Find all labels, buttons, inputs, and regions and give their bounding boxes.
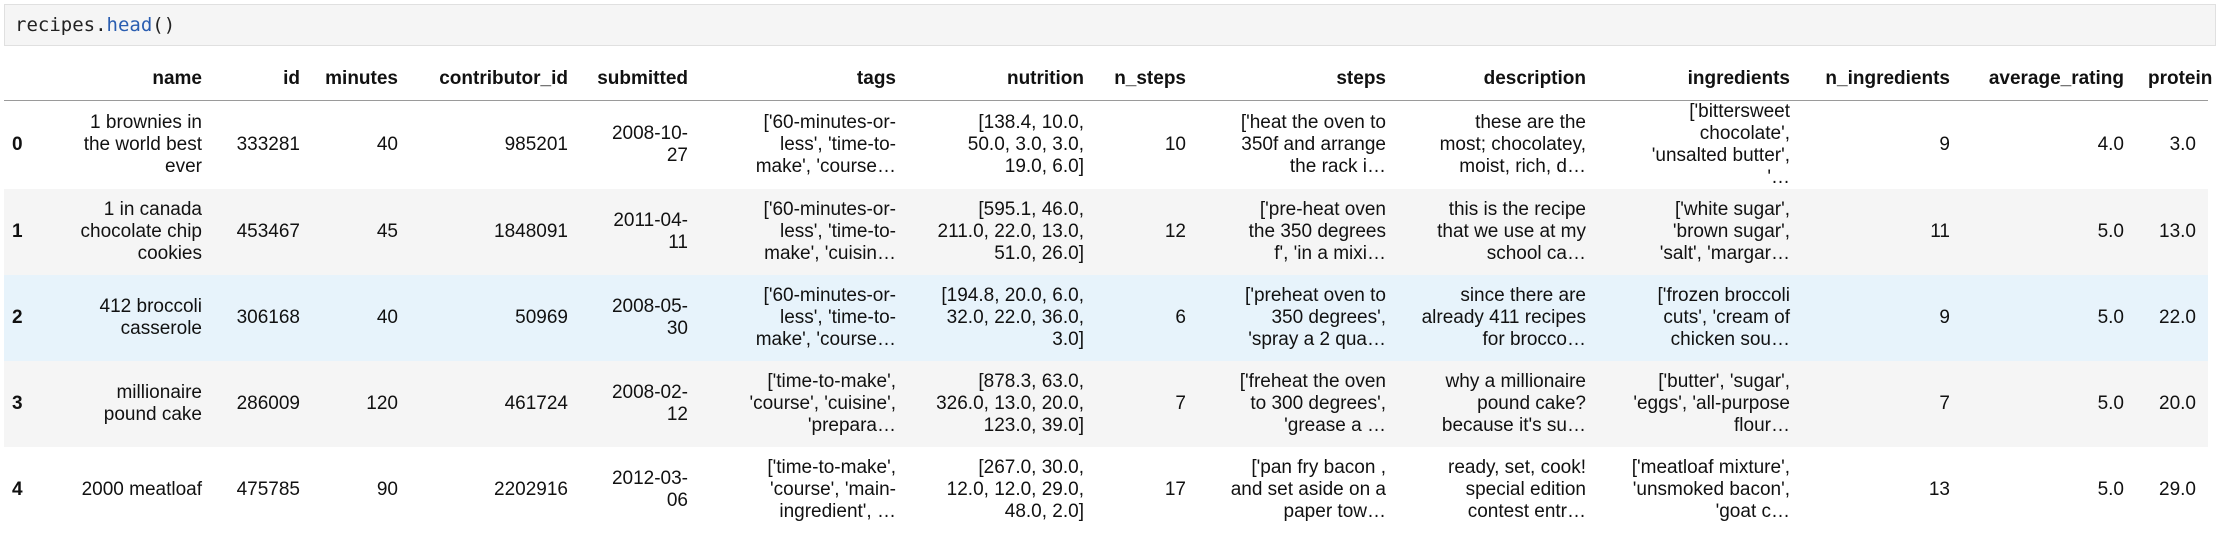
column-header: average_rating [1962,58,2136,101]
table-cell: ['pre-heat oven the 350 degrees f', 'in a mixi… [1248,199,1386,264]
table-cell: ['meatloaf mixture', 'unsmoked bacon', 'goat c… [1631,457,1790,522]
table-cell: 5.0 [2097,221,2124,242]
table-cell: ['preheat oven to 350 degrees', 'spray a 2 qua… [1245,285,1386,350]
code-object: recipes [15,14,96,36]
table-cell: 2011-04- 11 [613,210,688,253]
code-cell[interactable] [4,4,2216,46]
table-cell: 13 [1928,479,1950,500]
column-header: contributor_id [410,58,580,101]
table-cell: 12 [1164,221,1186,242]
column-header: name [48,58,214,101]
table-cell: ['freheat the oven to 300 degrees', 'grease a … [1239,371,1386,436]
dataframe-table [4,58,2213,533]
table-cell: ['time-to-make', 'course', 'main- ingredient', … [767,457,896,522]
table-cell: 1 brownies in the world best ever [83,112,202,177]
index-header [4,58,48,101]
table-cell: 29.0 [2159,479,2196,500]
table-cell: 2202916 [494,479,568,500]
header-row [4,58,2208,101]
table-cell: 412 broccoli casserole [99,296,202,339]
table-cell: 9 [1939,307,1950,328]
table-cell: [878.3, 63.0, 326.0, 13.0, 20.0, 123.0, 39.0] [936,371,1084,436]
table-cell: 40 [376,307,398,328]
table-cell: 50969 [515,307,568,328]
table-cell: ['60-minutes-or- less', 'time-to- make', 'course… [755,112,896,177]
table-cell: 11 [1930,221,1950,242]
column-header: nutrition [908,58,1096,101]
table-cell: 2012-03- 06 [611,468,688,511]
table-cell: ['butter', 'sugar', 'eggs', 'all-purpose flour… [1633,371,1790,436]
table-row [4,101,2208,190]
table-row [4,361,2208,447]
row-index: 1 [12,221,23,242]
table-cell: 2008-02- 12 [611,382,688,425]
column-header: minutes [312,58,410,101]
table-cell: ['time-to-make', 'course', 'cuisine', 'prepara… [749,371,896,436]
column-header: description [1398,58,1598,101]
table-cell: 5.0 [2097,479,2124,500]
table-cell: ['60-minutes-or- less', 'time-to- make', 'course… [755,285,896,350]
table-cell: 13.0 [2159,221,2196,242]
column-header: n_steps [1096,58,1198,101]
table-cell: 2000 meatloaf [81,479,202,500]
column-header: n_ingredients [1802,58,1962,101]
table-cell: 4.0 [2097,134,2124,155]
table-cell: 2008-05- 30 [611,296,688,339]
table-cell: 22.0 [2159,307,2196,328]
table-row-hovered [4,275,2208,361]
column-header: steps [1198,58,1398,101]
table-cell: 17 [1164,479,1186,500]
table-cell: 5.0 [2097,307,2124,328]
table-cell: 90 [376,479,398,500]
column-header: ingredients [1598,58,1802,101]
table-cell: [267.0, 30.0, 12.0, 12.0, 29.0, 48.0, 2.0] [946,457,1084,522]
table-cell: 3.0 [2169,134,2196,155]
table-cell: 286009 [236,393,300,414]
table-cell: 10 [1164,134,1186,155]
table-cell: 306168 [236,307,300,328]
table-cell: these are the most; chocolatey, moist, rich, d… [1439,112,1586,177]
table-cell: 333281 [236,134,300,155]
row-index: 3 [12,393,23,414]
column-header: protein [2136,58,2208,101]
table-row [4,447,2208,533]
table-cell: [138.4, 10.0, 50.0, 3.0, 3.0, 19.0, 6.0] [967,112,1084,177]
table-cell: 7 [1175,393,1186,414]
table-cell: 6 [1175,307,1186,328]
table-cell: 1 in canada chocolate chip cookies [80,199,202,264]
table-cell: ['frozen broccoli cuts', 'cream of chicken sou… [1657,285,1790,350]
table-cell: 475785 [236,479,300,500]
table-cell: since there are already 411 recipes for brocco… [1421,285,1586,350]
table-cell: 461724 [504,393,568,414]
code-dot: . [95,14,107,36]
table-cell: ['white sugar', 'brown sugar', 'salt', 'margar… [1659,199,1790,264]
table-cell: this is the recipe that we use at my school ca… [1437,199,1586,264]
table-cell: 5.0 [2097,393,2124,414]
column-header: tags [700,58,908,101]
row-index: 0 [12,134,23,155]
table-cell: millionaire pound cake [103,382,202,425]
table-cell: ['bittersweet chocolate', 'unsalted butter', '… [1651,101,1790,188]
table-cell: 1848091 [494,221,568,242]
table-cell: ready, set, cook! special edition contest entr… [1448,457,1586,522]
table-cell: 120 [366,393,398,414]
row-index: 2 [12,307,23,328]
table-cell: ['60-minutes-or- less', 'time-to- make', 'cuisin… [763,199,896,264]
column-header: submitted [580,58,700,101]
table-cell: 45 [376,221,398,242]
table-cell: ['heat the oven to 350f and arrange the rack i… [1240,112,1386,177]
row-index: 4 [12,479,23,500]
code-input[interactable] [15,14,175,36]
table-cell: 7 [1939,393,1950,414]
table-cell: 9 [1939,134,1950,155]
code-method: head [106,14,153,36]
column-header: id [214,58,312,101]
table-cell: 453467 [236,221,300,242]
code-args: () [152,14,176,36]
table-row [4,189,2208,275]
table-cell: [194.8, 20.0, 6.0, 32.0, 22.0, 36.0, 3.0] [941,285,1084,350]
table-cell: 985201 [504,134,568,155]
table-cell: why a millionaire pound cake? because it's su… [1441,371,1586,436]
table-cell: 20.0 [2159,393,2196,414]
table-cell: 2008-10- 27 [611,123,688,166]
table-cell: ['pan fry bacon , and set aside on a paper tow… [1230,457,1386,522]
table-cell: 40 [376,134,398,155]
table-cell: [595.1, 46.0, 211.0, 22.0, 13.0, 51.0, 26.0] [937,199,1084,264]
